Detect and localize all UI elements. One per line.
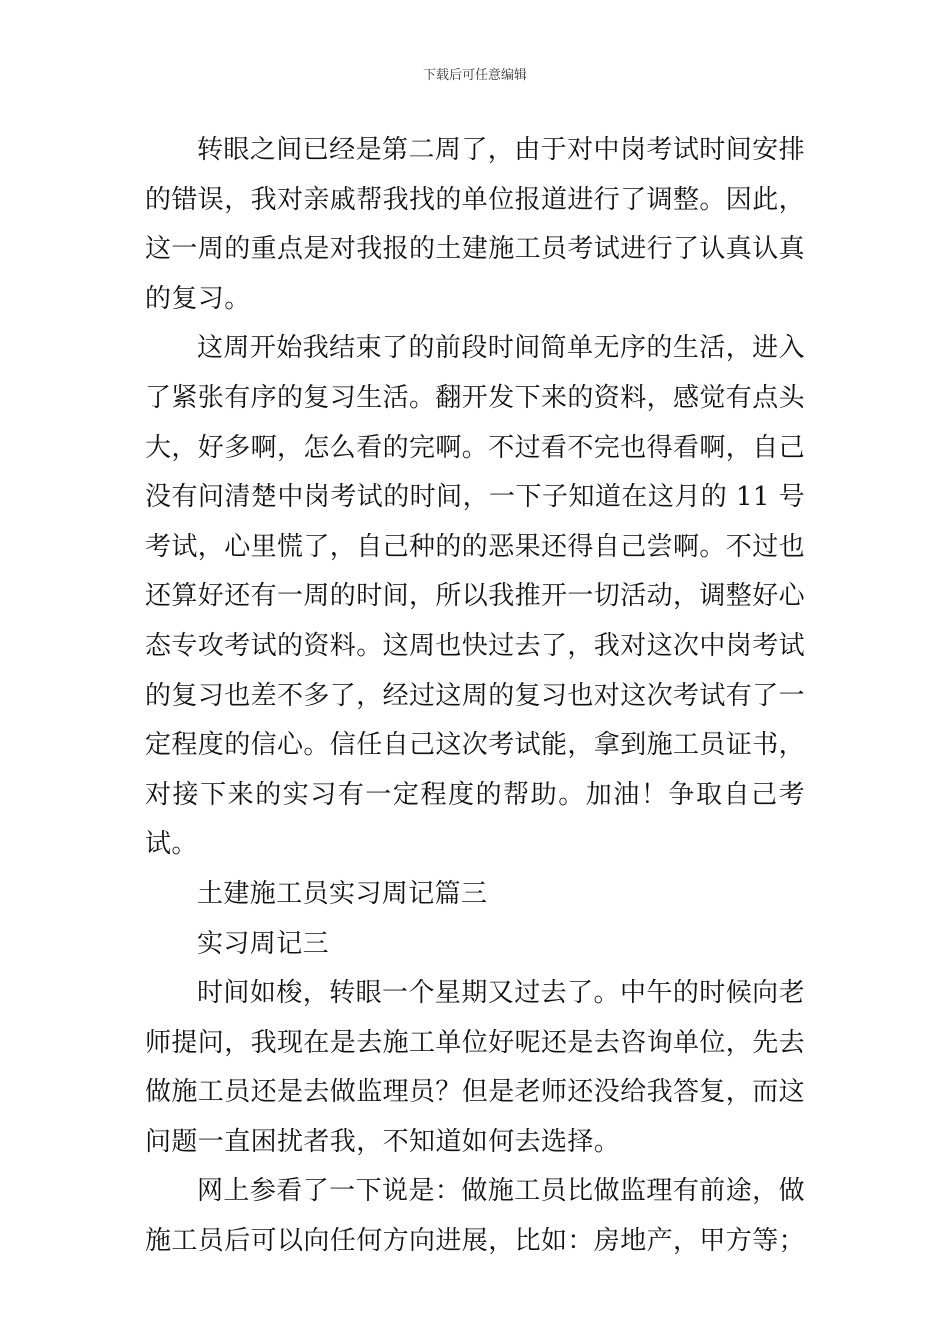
- section-heading: 土建施工员实习周记篇三: [197, 878, 488, 909]
- document-body: [145, 126, 805, 1267]
- section-subheading: 实习周记三: [197, 928, 330, 959]
- paragraph-3: 时间如梭，转眼一个星期又过去了。中午的时候向老师提问，我现在是去施工单位好呢还是去咨询单位，先去做施工员还是去做监理员？但是老师还没给我答复，而这问题一直困扰者我，不知道如何去选择。: [145, 978, 806, 1157]
- page-header-note: 下载后可任意编辑: [422, 68, 527, 83]
- paragraph-2: 这周开始我结束了的前段时间简单无序的生活，进入了紧张有序的复习生活。翻开发下来的资料，感觉有点头大，好多啊，怎么看的完啊。不过看不完也得看啊，自己没有问清楚中岗考试的时间，一下子知道在这月的 11 号考试，心里慌了，自己种的的恶果还得自己尝啊。不过也还算好还有一周的时间，所以我推开一切活动，调整好心态专攻考试的资料。这周也快过去了，我对这次中岗考试的复习也差不多了，经过这周的复习也对这次考试有了一定程度的信心。信任自己这次考试能，拿到施工员证书，对接下来的实习有一定程度的帮助。加油！争取自己考试。: [145, 333, 806, 860]
- paragraph-1: 转眼之间已经是第二周了，由于对中岗考试时间安排的错误，我对亲戚帮我找的单位报道进行了调整。因此，这一周的重点是对我报的土建施工员考试进行了认真认真的复习。: [145, 135, 806, 314]
- paragraph-4: 网上参看了一下说是：做施工员比做监理有前途，做施工员后可以向任何方向进展，比如：房地产，甲方等；: [145, 1176, 806, 1257]
